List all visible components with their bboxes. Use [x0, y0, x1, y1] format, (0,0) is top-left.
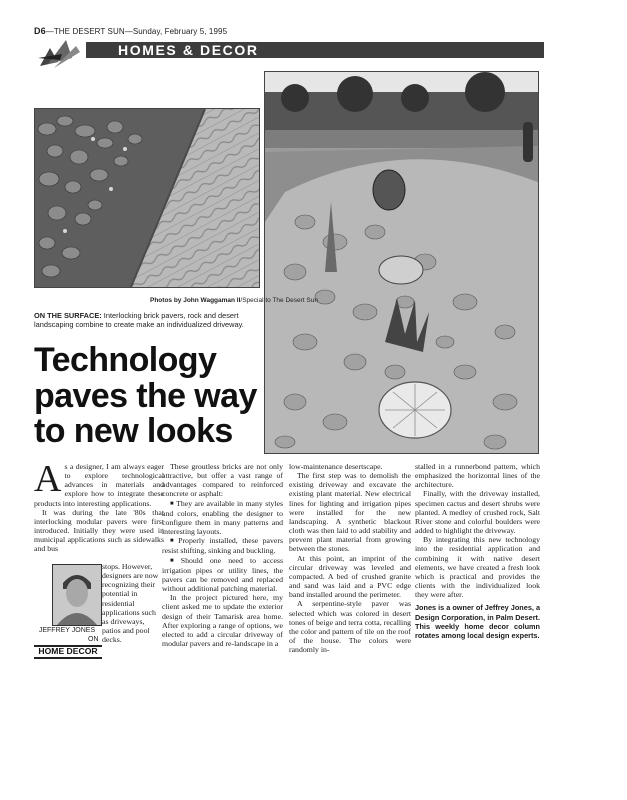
dateline-text: —THE DESERT SUN—Sunday, February 5, 1995	[45, 27, 228, 36]
author-headshot	[52, 564, 102, 626]
headline-line-1: Technology	[34, 341, 217, 379]
paragraph-10: At this point, an imprint of the circular driveway was leveled and compacted. A bed of crushed granite and sand was laid and a PVC edge band installed around the perimeter.	[289, 553, 411, 600]
paragraph-8: low-maintenance desertscape.	[289, 462, 383, 471]
page-number: D6	[34, 26, 46, 36]
paver-photo-image	[35, 109, 259, 287]
paragraph-2: It was during the late '80s that interlocking modular pavers were first introduced. Initially they were used in municipal applications such as sidewalks and bus	[34, 507, 164, 554]
article-column-2	[162, 462, 283, 648]
drop-cap: A	[34, 458, 62, 500]
headline-line-2: paves the way	[34, 376, 257, 415]
photo-caption	[34, 311, 260, 329]
column-name: HOME DECOR	[38, 646, 98, 656]
paragraph-4: ■ They are available in many styles and colors, enabling the designer to configure them in many patterns and interesting layouts.	[162, 499, 283, 537]
author-name: JEFFREY JONES	[38, 627, 96, 634]
paragraph-11: A serpentine-style paver was selected which was colored in desert tones of beige and terra cotta, recalling the color and pattern of tile on the roof of the house. The colors were randomly in-	[289, 599, 411, 655]
author-photo-image	[53, 565, 101, 625]
paragraph-6: ■ Should one need to access irrigation pipes or utility lines, the pavers can be removed and replaced without additional patching material.	[162, 556, 283, 594]
byline-rule-bottom	[34, 657, 102, 659]
byline-on: ON	[88, 636, 99, 643]
section-title: HOMES & DECOR	[118, 42, 259, 58]
paragraph-1: s a designer, I am always eager to explore technological advances in materials and explore how to integrate these products into interesting applications.	[34, 462, 164, 508]
paragraph-7: In the project pictured here, my client asked me to update the exterior design of their Tamarisk area home. After exploring a range of options, we elected to add a circular driveway of modular pavers and re-landscape in a	[162, 593, 283, 648]
caption-text: Interlocking brick pavers, rock and desert landscaping combine to create make an individualized driveway.	[34, 311, 244, 329]
paragraph-5: ■ Properly installed, these pavers resist shifting, sinking and buckling.	[162, 536, 283, 555]
article-column-1	[34, 458, 164, 554]
article-column-3	[289, 462, 411, 654]
headline-line-3: to new looks	[34, 412, 233, 450]
cactus-garden-photo	[264, 71, 539, 454]
photo-credit	[150, 297, 318, 304]
garden-photo-image	[265, 72, 538, 453]
article-column-4	[415, 462, 540, 640]
paragraph-9: The first step was to demolish the existing driveway and excavate the existing plant material. New electrical lines for lighting and irrigation pipes were installed for the new landscaping. A synthetic blackout cloth was then laid to add stability and prevent plant material from growing between the stones.	[289, 471, 411, 554]
page-dateline	[34, 26, 227, 36]
paragraph-3: These groutless bricks are not only attractive, but offer a vast range of advantages compared to reinforced concrete or asphalt:	[162, 462, 283, 499]
paragraph-2-continued: stops. However, designers are now recognizing their potential in residential applications such as driveways, patios and pool decks.	[102, 562, 159, 645]
photo-credit-name: Photos by John Waggaman II	[150, 297, 241, 304]
section-logo-icon	[36, 36, 88, 70]
caption-lead: ON THE SURFACE:	[34, 311, 102, 320]
article-headline	[34, 343, 264, 450]
author-bio: Jones is a owner of Jeffrey Jones, a Design Corporation, in Palm Desert. This weekly home decor column rotates among local design experts.	[415, 603, 540, 640]
paver-rock-photo	[34, 108, 260, 288]
paragraph-13: Finally, with the driveway installed, specimen cactus and desert shrubs were planted. A medley of crushed rock, Salt River stone and colorful boulders were added to highlight the driveway.	[415, 489, 540, 536]
paragraph-14: By integrating this new technology into the residential application and combining it with native desert elements, we have created a fresh look which is practical and provides the clients with the individualized look they were after.	[415, 535, 540, 600]
photo-credit-source: /Special to The Desert Sun	[240, 297, 318, 304]
paragraph-12: stalled in a runnerbond pattern, which emphasized the horizontal lines of the architecture.	[415, 462, 540, 490]
